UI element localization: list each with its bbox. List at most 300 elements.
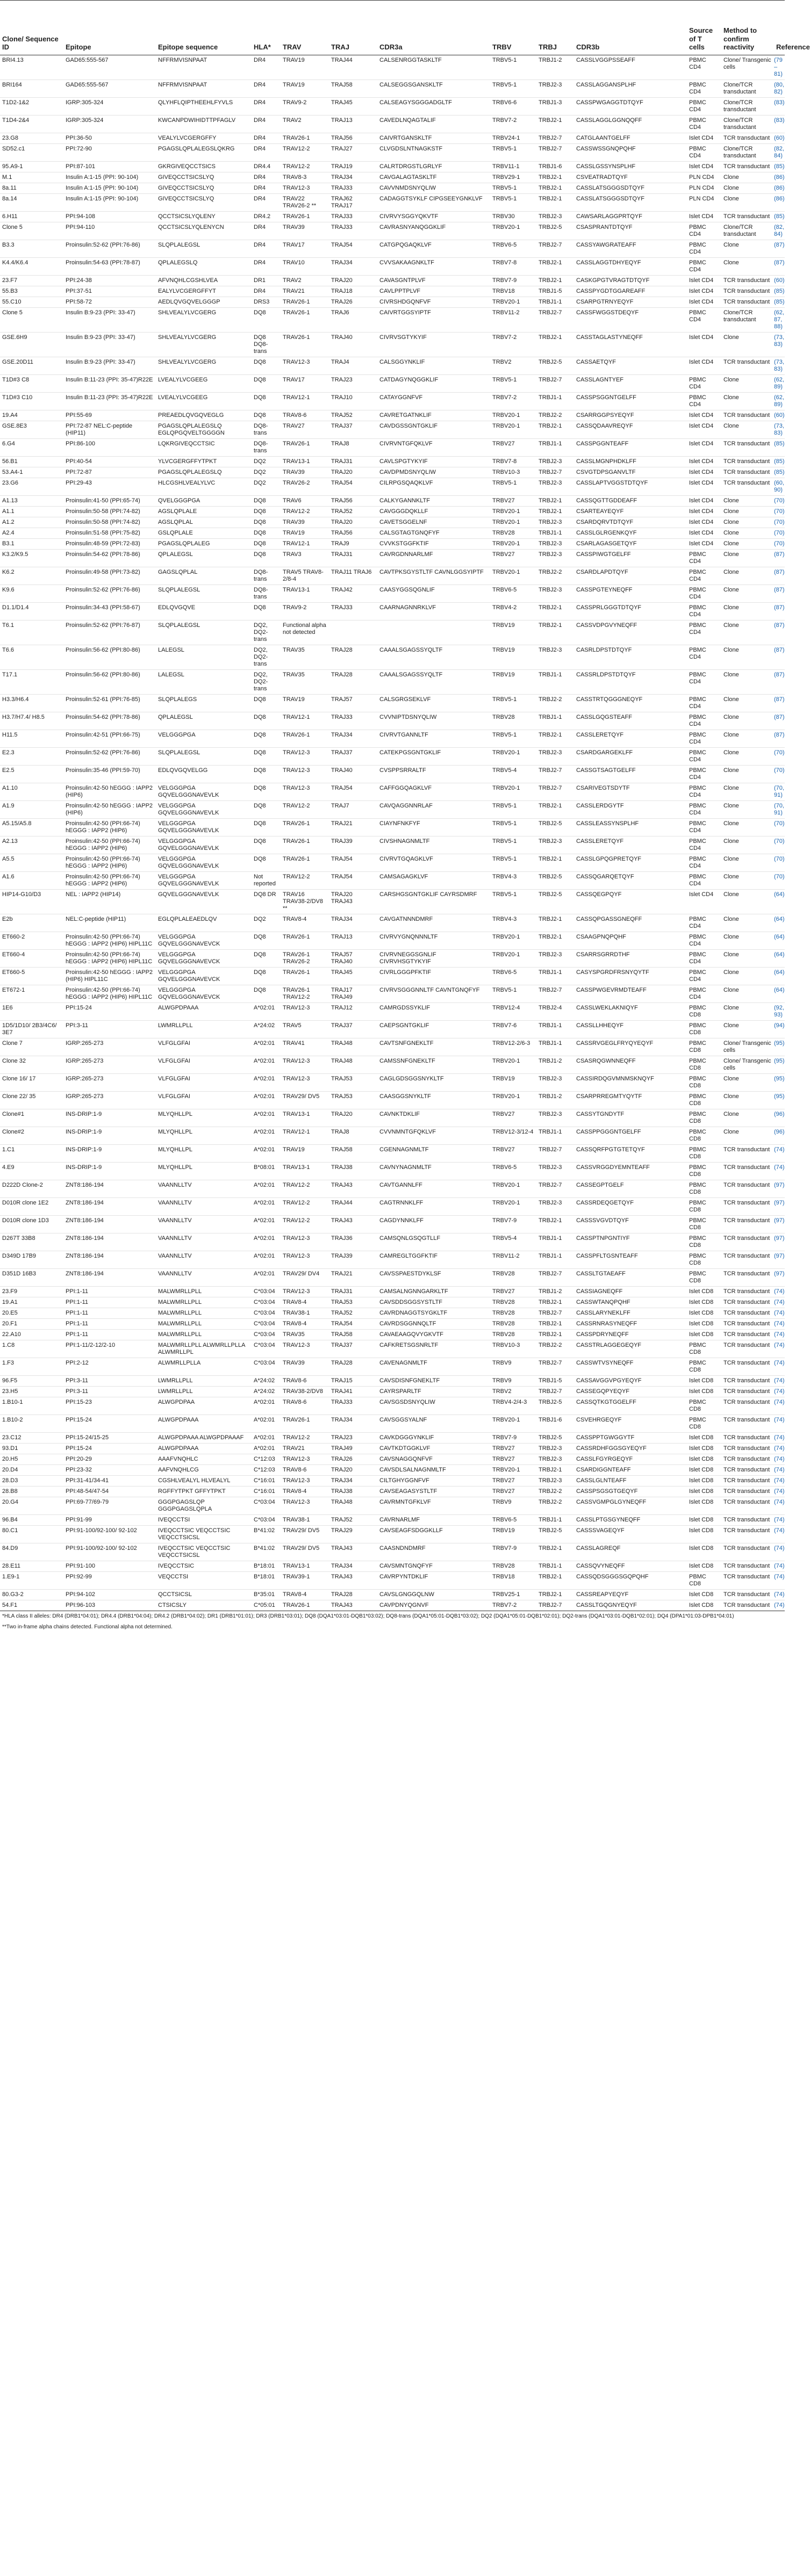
header-epitope: Epitope bbox=[63, 1, 156, 55]
cell-reference[interactable]: (74) bbox=[774, 1163, 785, 1180]
cell-reference[interactable]: (95) bbox=[774, 1056, 785, 1074]
cell-reference[interactable]: (70) bbox=[774, 507, 785, 517]
cell-epitope-sequence: QLYHFLQIPTHEEHLFYVLS bbox=[156, 98, 252, 116]
cell-reference[interactable]: (87) bbox=[774, 603, 785, 620]
cell-trbj: TRBJ2-1 bbox=[536, 258, 574, 276]
cell-reference[interactable]: (74) bbox=[774, 1145, 785, 1163]
cell-source: PBMC CD4 bbox=[687, 968, 721, 985]
cell-reference[interactable]: (74) bbox=[774, 1319, 785, 1330]
cell-reference[interactable]: (64) bbox=[774, 914, 785, 932]
cell-source: Islet CD8 bbox=[687, 1515, 721, 1526]
cell-reference[interactable]: (97) bbox=[774, 1216, 785, 1233]
cell-epitope: Proinsulin:42-50 (PPI:66-74) hEGGG : IAPP2 (HIP6) bbox=[63, 854, 156, 872]
cell-trbv: TRBV6-6 bbox=[490, 98, 536, 116]
cell-trav: TRAV12-3 bbox=[281, 748, 329, 766]
cell-traj: TRAJ54 bbox=[329, 783, 377, 801]
cell-source: PBMC CD4 bbox=[687, 932, 721, 950]
cell-reference[interactable]: (70) bbox=[774, 517, 785, 528]
cell-reference[interactable]: (62, 87, 88) bbox=[774, 308, 785, 333]
cell-trbv: TRBV10-3 bbox=[490, 1340, 536, 1358]
cell-clone-id: 19.A4 bbox=[0, 410, 63, 421]
cell-source: Islet CD4 bbox=[687, 421, 721, 439]
cell-trbv: TRBV7-9 bbox=[490, 1433, 536, 1444]
cell-trav: TRAV12-2 bbox=[281, 1216, 329, 1233]
cell-hla: A*02:01 bbox=[252, 1056, 281, 1074]
cell-reference[interactable]: (97) bbox=[774, 1251, 785, 1269]
cell-epitope: ZNT8:186-194 bbox=[63, 1180, 156, 1198]
cell-reference[interactable]: (85) bbox=[774, 467, 785, 478]
cell-traj: TRAJ54 bbox=[329, 854, 377, 872]
cell-reference[interactable]: (70) bbox=[774, 748, 785, 766]
cell-trbj: TRBJ1-2 bbox=[536, 1287, 574, 1297]
cell-clone-id: 80.G3-2 bbox=[0, 1590, 63, 1600]
cell-reference[interactable]: (85) bbox=[774, 457, 785, 467]
cell-cdr3a: CAVRDSGGNNQLTF bbox=[377, 1319, 490, 1330]
cell-reference[interactable]: (87) bbox=[774, 695, 785, 712]
cell-reference[interactable]: (70) bbox=[774, 854, 785, 872]
cell-source: Islet CD4 bbox=[687, 467, 721, 478]
cell-method: Clone bbox=[721, 890, 774, 914]
cell-reference[interactable]: (60, 90) bbox=[774, 478, 785, 496]
cell-reference[interactable]: (85) bbox=[774, 286, 785, 297]
cell-reference[interactable]: (74) bbox=[774, 1454, 785, 1465]
cell-trbv: TRBV7-9 bbox=[490, 276, 536, 286]
cell-hla: C*03:04 bbox=[252, 1319, 281, 1330]
cell-reference[interactable]: (74) bbox=[774, 1476, 785, 1487]
cell-epitope: PPI:24-38 bbox=[63, 276, 156, 286]
cell-trbv: TRBV12-2/6-3 bbox=[490, 1038, 536, 1056]
cell-trbv: TRBV6-5 bbox=[490, 585, 536, 603]
cell-trbj: TRBJ1-1 bbox=[536, 393, 574, 410]
cell-reference[interactable]: (70) bbox=[774, 528, 785, 539]
cell-trbj: TRBJ2-7 bbox=[536, 985, 574, 1003]
cell-traj: TRAJ34 bbox=[329, 730, 377, 748]
cell-trbj: TRBJ2-3 bbox=[536, 539, 574, 550]
cell-reference[interactable]: (70) bbox=[774, 539, 785, 550]
cell-reference[interactable]: (97) bbox=[774, 1180, 785, 1198]
table-row bbox=[0, 620, 785, 645]
cell-reference[interactable]: (74) bbox=[774, 1397, 785, 1415]
cell-reference[interactable]: (70) bbox=[774, 819, 785, 836]
cell-hla: DR4 bbox=[252, 222, 281, 240]
cell-reference[interactable]: (80, 82) bbox=[774, 80, 785, 98]
cell-hla: A*24:02 bbox=[252, 1387, 281, 1397]
cell-reference[interactable]: (86) bbox=[774, 172, 785, 183]
cell-traj: TRAJ33 bbox=[329, 603, 377, 620]
cell-reference[interactable]: (64) bbox=[774, 950, 785, 968]
cell-hla: B*18:01 bbox=[252, 1561, 281, 1572]
cell-source: PBMC CD4 bbox=[687, 144, 721, 162]
cell-reference[interactable]: (74) bbox=[774, 1497, 785, 1515]
cell-cdr3a: CAVNYNAGNMLTF bbox=[377, 1163, 490, 1180]
table-row bbox=[0, 357, 785, 375]
cell-trbv: TRBV27 bbox=[490, 1287, 536, 1297]
header-cdr3a: CDR3a bbox=[377, 1, 490, 55]
cell-reference[interactable]: (85) bbox=[774, 439, 785, 457]
cell-reference[interactable]: (74) bbox=[774, 1297, 785, 1308]
table-row bbox=[0, 308, 785, 333]
cell-epitope: Proinsulin:51-58 (PPI:75-82) bbox=[63, 528, 156, 539]
cell-traj: TRAJ37 bbox=[329, 1340, 377, 1358]
cell-reference[interactable]: (97) bbox=[774, 1198, 785, 1216]
cell-traj: TRAJ29 bbox=[329, 1526, 377, 1543]
cell-cdr3a: CIVRVNEGGSGNLIF CIVRVHSGTYKYIF bbox=[377, 950, 490, 968]
cell-trav: TRAV38-2/DV8 bbox=[281, 1387, 329, 1397]
cell-hla: DR4 bbox=[252, 194, 281, 212]
cell-method: TCR transductant bbox=[721, 1465, 774, 1476]
cell-trbv: TRBV11-2 bbox=[490, 308, 536, 333]
cell-reference[interactable]: (79–81) bbox=[774, 55, 785, 80]
cell-clone-id: Clone 5 bbox=[0, 308, 63, 333]
cell-clone-id: 1.B10-1 bbox=[0, 1397, 63, 1415]
cell-reference[interactable]: (74) bbox=[774, 1561, 785, 1572]
cell-epitope: PPI:91-100/92-100/ 92-102 bbox=[63, 1543, 156, 1561]
cell-reference[interactable]: (82, 84) bbox=[774, 222, 785, 240]
cell-method: Clone bbox=[721, 567, 774, 585]
footnote-hla: *HLA class II alleles: DR4 (DRB1*04:01); DR4.4 (DRB1*04:04); DR4.2 (DRB1*04:02); DR1 (DRB1*01:01); DR3 (DRB1*03:01); DQ8 (DQA1*03:01-DQB1*03:02); DQ8-trans (DQA1*05:01-DQB1*03:02); DQ2 (DQA1*05:01-DQB1*02:01); DQ2-trans (DQA1*03:01-DQB1*02:01); DQ4 (DPA1*01:03-DPB1*04:01) bbox=[2, 1613, 734, 1619]
cell-reference[interactable]: (60) bbox=[774, 276, 785, 286]
cell-reference[interactable]: (74) bbox=[774, 1515, 785, 1526]
table-row bbox=[0, 1415, 785, 1433]
cell-reference[interactable]: (74) bbox=[774, 1308, 785, 1319]
cell-reference[interactable]: (74) bbox=[774, 1340, 785, 1358]
cell-clone-id: 20.H5 bbox=[0, 1454, 63, 1465]
cell-reference[interactable]: (74) bbox=[774, 1358, 785, 1376]
cell-method: Clone bbox=[721, 194, 774, 212]
cell-reference[interactable]: (87) bbox=[774, 258, 785, 276]
cell-clone-id: A1.2 bbox=[0, 517, 63, 528]
cell-epitope: Proinsulin:49-58 (PPI:73-82) bbox=[63, 567, 156, 585]
table-row bbox=[0, 1319, 785, 1330]
table-row bbox=[0, 819, 785, 836]
cell-trav: TRAV29/ DV4 bbox=[281, 1269, 329, 1287]
table-row bbox=[0, 98, 785, 116]
cell-epitope: PPI:3-11 bbox=[63, 1021, 156, 1038]
cell-cdr3a: CATDAGYNQGGKLIF bbox=[377, 375, 490, 393]
cell-clone-id: 6.H11 bbox=[0, 212, 63, 222]
cell-reference[interactable]: (87) bbox=[774, 567, 785, 585]
cell-reference[interactable]: (87) bbox=[774, 670, 785, 695]
cell-reference[interactable]: (70) bbox=[774, 872, 785, 890]
cell-epitope-sequence: SLQPLALEGSL bbox=[156, 585, 252, 603]
cell-source: PBMC CD4 bbox=[687, 258, 721, 276]
cell-trbv: TRBV28 bbox=[490, 1561, 536, 1572]
cell-hla: DQ8 bbox=[252, 836, 281, 854]
cell-trbj: TRBJ1-5 bbox=[536, 1376, 574, 1387]
cell-reference[interactable]: (85) bbox=[774, 162, 785, 172]
cell-epitope: PPI:15-24 bbox=[63, 1415, 156, 1433]
table-row bbox=[0, 1444, 785, 1454]
cell-cdr3a: CIAYNFNKFYF bbox=[377, 819, 490, 836]
cell-cdr3a: CALSGRGSEKLVF bbox=[377, 695, 490, 712]
cell-trbj: TRBJ2-3 bbox=[536, 836, 574, 854]
cell-method: Clone/TCR transductant bbox=[721, 80, 774, 98]
cell-hla: DQ8-trans bbox=[252, 421, 281, 439]
cell-trbj: TRBJ1-1 bbox=[536, 439, 574, 457]
cell-traj: TRAJ43 bbox=[329, 1216, 377, 1233]
cell-traj: TRAJ62 TRAJ17 bbox=[329, 194, 377, 212]
cell-reference[interactable]: (95) bbox=[774, 1074, 785, 1092]
cell-reference[interactable]: (87) bbox=[774, 730, 785, 748]
cell-reference[interactable]: (74) bbox=[774, 1487, 785, 1497]
cell-reference[interactable]: (86) bbox=[774, 194, 785, 212]
cell-cdr3b: CASSVDPGVYNEQFF bbox=[574, 620, 687, 645]
cell-trbj: TRBJ2-3 bbox=[536, 478, 574, 496]
cell-traj: TRAJ20 bbox=[329, 517, 377, 528]
cell-clone-id: E2b bbox=[0, 914, 63, 932]
cell-epitope-sequence: VELGGGPGA GQVELGGGNAVEVLK bbox=[156, 854, 252, 872]
cell-epitope: PPI:37-51 bbox=[63, 286, 156, 297]
cell-method: TCR transductant bbox=[721, 1145, 774, 1163]
cell-reference[interactable]: (64) bbox=[774, 985, 785, 1003]
cell-trbv: TRBV4-2/4-3 bbox=[490, 1397, 536, 1415]
cell-trbv: TRBV7-8 bbox=[490, 457, 536, 467]
table-row bbox=[0, 457, 785, 467]
cell-reference[interactable]: (62, 89) bbox=[774, 393, 785, 410]
cell-reference[interactable]: (97) bbox=[774, 1269, 785, 1287]
cell-trbj: TRBJ2-7 bbox=[536, 1180, 574, 1198]
cell-clone-id: A1.13 bbox=[0, 496, 63, 507]
cell-source: PBMC CD4 bbox=[687, 550, 721, 567]
cell-epitope: Proinsulin:42-50 (PPI:66-74) hEGGG : IAPP2 (HIP6) bbox=[63, 872, 156, 890]
cell-source: Islet CD4 bbox=[687, 276, 721, 286]
cell-hla: C*03:04 bbox=[252, 1358, 281, 1376]
cell-reference[interactable]: (95) bbox=[774, 1092, 785, 1109]
cell-reference[interactable]: (74) bbox=[774, 1543, 785, 1561]
cell-reference[interactable]: (83) bbox=[774, 116, 785, 133]
cell-reference[interactable]: (87) bbox=[774, 712, 785, 730]
cell-trbv: TRBV11-1 bbox=[490, 162, 536, 172]
cell-epitope: Proinsulin:41-50 (PPI:65-74) bbox=[63, 496, 156, 507]
cell-epitope-sequence: VAANNLLTV bbox=[156, 1198, 252, 1216]
table-row bbox=[0, 836, 785, 854]
cell-trbv: TRBV5-1 bbox=[490, 183, 536, 194]
cell-source: PBMC CD8 bbox=[687, 1340, 721, 1358]
table-row bbox=[0, 1454, 785, 1465]
table-row bbox=[0, 1287, 785, 1297]
cell-trbj: TRBJ2-2 bbox=[536, 410, 574, 421]
cell-reference[interactable]: (74) bbox=[774, 1526, 785, 1543]
cell-cdr3a: CAAALSGAGSSYQLTF bbox=[377, 670, 490, 695]
cell-hla: DQ8 bbox=[252, 393, 281, 410]
cell-epitope: Proinsulin:42-50 (PPI:66-74) hEGGG : IAPP2 (HIP6) bbox=[63, 819, 156, 836]
cell-epitope-sequence: VELGGGPGA GQVELGGGNAVEVLK bbox=[156, 872, 252, 890]
cell-source: Islet CD4 bbox=[687, 286, 721, 297]
cell-epitope: Proinsulin:50-58 (PPI:74-82) bbox=[63, 517, 156, 528]
table-row bbox=[0, 645, 785, 670]
cell-epitope: Proinsulin:50-58 (PPI:74-82) bbox=[63, 507, 156, 517]
cell-cdr3b: CSARTEAYEQYF bbox=[574, 507, 687, 517]
cell-trbj: TRBJ2-1 bbox=[536, 183, 574, 194]
cell-reference[interactable]: (87) bbox=[774, 240, 785, 258]
cell-cdr3a: CAFKRETSGSNRLTF bbox=[377, 1340, 490, 1358]
cell-reference[interactable]: (70, 91) bbox=[774, 801, 785, 819]
cell-epitope-sequence: AAAFVNQHLC bbox=[156, 1454, 252, 1465]
cell-trav: TRAV38-1 bbox=[281, 1515, 329, 1526]
cell-clone-id: H3.3/H6.4 bbox=[0, 695, 63, 712]
cell-reference[interactable]: (86) bbox=[774, 183, 785, 194]
cell-cdr3a: CAVRNARLMF bbox=[377, 1515, 490, 1526]
cell-trbj: TRBJ1-1 bbox=[536, 1021, 574, 1038]
cell-clone-id: 20.D4 bbox=[0, 1465, 63, 1476]
cell-trbv: TRBV5-1 bbox=[490, 55, 536, 80]
cell-hla: C*12:03 bbox=[252, 1465, 281, 1476]
cell-trbj: TRBJ2-1 bbox=[536, 1330, 574, 1340]
cell-reference[interactable]: (74) bbox=[774, 1600, 785, 1611]
cell-reference[interactable]: (87) bbox=[774, 585, 785, 603]
cell-trav: TRAV19 bbox=[281, 1145, 329, 1163]
cell-hla: DQ8 bbox=[252, 730, 281, 748]
cell-reference[interactable]: (70) bbox=[774, 766, 785, 783]
cell-traj: TRAJ33 bbox=[329, 712, 377, 730]
cell-epitope: Proinsulin:52-62 (PPI:76-86) bbox=[63, 585, 156, 603]
cell-epitope: PPI:2-12 bbox=[63, 1358, 156, 1376]
cell-trbv: TRBV2 bbox=[490, 1387, 536, 1397]
cell-hla: DR4 bbox=[252, 172, 281, 183]
cell-reference[interactable]: (73, 83) bbox=[774, 421, 785, 439]
cell-reference[interactable]: (64) bbox=[774, 932, 785, 950]
cell-trbj: TRBJ2-7 bbox=[536, 467, 574, 478]
cell-epitope: PPI:15-24 bbox=[63, 1444, 156, 1454]
cell-source: PBMC CD4 bbox=[687, 567, 721, 585]
table-row bbox=[0, 258, 785, 276]
cell-reference[interactable]: (83) bbox=[774, 98, 785, 116]
cell-reference[interactable]: (87) bbox=[774, 620, 785, 645]
cell-reference[interactable]: (70, 91) bbox=[774, 783, 785, 801]
cell-clone-id: 1.F3 bbox=[0, 1358, 63, 1376]
cell-epitope: NEL : IAPP2 (HIP14) bbox=[63, 890, 156, 914]
cell-traj: TRAJ9 bbox=[329, 539, 377, 550]
cell-epitope-sequence: MALWMRLLPLL bbox=[156, 1287, 252, 1297]
cell-reference[interactable]: (85) bbox=[774, 297, 785, 308]
cell-cdr3b: CASSLERETQYF bbox=[574, 730, 687, 748]
cell-cdr3a: CAVRASNYANQGGKLIF bbox=[377, 222, 490, 240]
cell-reference[interactable]: (60) bbox=[774, 133, 785, 144]
cell-reference[interactable]: (74) bbox=[774, 1433, 785, 1444]
cell-reference[interactable]: (97) bbox=[774, 1233, 785, 1251]
cell-clone-id: 93.D1 bbox=[0, 1444, 63, 1454]
cell-cdr3a: CAASGGSNYKLTF bbox=[377, 1092, 490, 1109]
cell-trav: TRAV26-1 bbox=[281, 212, 329, 222]
table-row bbox=[0, 801, 785, 819]
cell-clone-id: A5.15/A5.8 bbox=[0, 819, 63, 836]
cell-reference[interactable]: (73, 83) bbox=[774, 357, 785, 375]
cell-cdr3a: CAGTRNNKLFF bbox=[377, 1198, 490, 1216]
cell-trbj: TRBJ2-3 bbox=[536, 1109, 574, 1127]
cell-cdr3b: CASSTAGLASTYNEQFF bbox=[574, 333, 687, 357]
cell-trav: TRAV26-1 bbox=[281, 333, 329, 357]
cell-reference[interactable]: (70) bbox=[774, 836, 785, 854]
cell-epitope-sequence: CGSHLVEALYL HLVEALYL bbox=[156, 1476, 252, 1487]
cell-reference[interactable]: (62, 89) bbox=[774, 375, 785, 393]
cell-trav: TRAV21 bbox=[281, 1444, 329, 1454]
cell-reference[interactable]: (94) bbox=[774, 1021, 785, 1038]
cell-epitope: PPI:96-103 bbox=[63, 1600, 156, 1611]
cell-reference[interactable]: (70) bbox=[774, 496, 785, 507]
cell-trbv: TRBV20-1 bbox=[490, 517, 536, 528]
cell-reference[interactable]: (74) bbox=[774, 1590, 785, 1600]
cell-hla: DQ8 bbox=[252, 539, 281, 550]
cell-method: TCR transductant bbox=[721, 1497, 774, 1515]
cell-reference[interactable]: (82, 84) bbox=[774, 144, 785, 162]
cell-reference[interactable]: (74) bbox=[774, 1572, 785, 1590]
cell-trav: TRAV8-4 bbox=[281, 1590, 329, 1600]
cell-reference[interactable]: (64) bbox=[774, 968, 785, 985]
cell-cdr3b: CASSLLHHEQYF bbox=[574, 1021, 687, 1038]
cell-clone-id: 19.A1 bbox=[0, 1297, 63, 1308]
cell-reference[interactable]: (87) bbox=[774, 645, 785, 670]
cell-source: Islet CD4 bbox=[687, 297, 721, 308]
cell-clone-id: 55.B3 bbox=[0, 286, 63, 297]
table-row bbox=[0, 950, 785, 968]
cell-trbv: TRBV27 bbox=[490, 1487, 536, 1497]
cell-cdr3a: CAVSGGSYALNF bbox=[377, 1415, 490, 1433]
cell-reference[interactable]: (74) bbox=[774, 1287, 785, 1297]
cell-cdr3a: CVSPPSRRALTF bbox=[377, 766, 490, 783]
cell-hla: DQ8 bbox=[252, 507, 281, 517]
cell-traj: TRAJ58 bbox=[329, 80, 377, 98]
cell-trav: TRAV5 TRAV8-2/8-4 bbox=[281, 567, 329, 585]
cell-clone-id: T6.6 bbox=[0, 645, 63, 670]
cell-cdr3b: CSVEHRGEQYF bbox=[574, 1415, 687, 1433]
cell-reference[interactable]: (74) bbox=[774, 1387, 785, 1397]
cell-traj: TRAJ49 bbox=[329, 1444, 377, 1454]
cell-trbj: TRBJ2-3 bbox=[536, 748, 574, 766]
cell-epitope-sequence: VELGGGPGA GQVELGGGNAVEVLK bbox=[156, 801, 252, 819]
cell-reference[interactable]: (73, 83) bbox=[774, 333, 785, 357]
cell-reference[interactable]: (74) bbox=[774, 1376, 785, 1387]
cell-reference[interactable]: (96) bbox=[774, 1127, 785, 1145]
cell-reference[interactable]: (74) bbox=[774, 1465, 785, 1476]
cell-reference[interactable]: (87) bbox=[774, 550, 785, 567]
cell-cdr3a: CAASNDNDMRF bbox=[377, 1543, 490, 1561]
cell-trav: TRAV12-3 bbox=[281, 1340, 329, 1358]
cell-reference[interactable]: (74) bbox=[774, 1415, 785, 1433]
cell-reference[interactable]: (95) bbox=[774, 1038, 785, 1056]
cell-cdr3a: CAGDYNNKLFF bbox=[377, 1216, 490, 1233]
cell-method: TCR transductant bbox=[721, 212, 774, 222]
cell-source: PBMC CD8 bbox=[687, 1145, 721, 1163]
cell-reference[interactable]: (74) bbox=[774, 1330, 785, 1340]
cell-reference[interactable]: (85) bbox=[774, 212, 785, 222]
cell-traj: TRAJ56 bbox=[329, 133, 377, 144]
cell-method: Clone/TCR transductant bbox=[721, 98, 774, 116]
cell-clone-id: 20.G4 bbox=[0, 1497, 63, 1515]
cell-cdr3b: CASSPIWGTGELFF bbox=[574, 550, 687, 567]
cell-trav: TRAV3 bbox=[281, 550, 329, 567]
cell-reference[interactable]: (74) bbox=[774, 1444, 785, 1454]
cell-method: Clone bbox=[721, 528, 774, 539]
table-row bbox=[0, 1216, 785, 1233]
cell-clone-id: Clone#1 bbox=[0, 1109, 63, 1127]
cell-method: TCR transductant bbox=[721, 1163, 774, 1180]
cell-cdr3a: CAVSEAGFSDGGKLLF bbox=[377, 1526, 490, 1543]
cell-cdr3b: CSARDIGGNTEAFF bbox=[574, 1465, 687, 1476]
cell-traj: TRAJ53 bbox=[329, 1092, 377, 1109]
table-row bbox=[0, 1433, 785, 1444]
cell-method: Clone bbox=[721, 172, 774, 183]
cell-trav: TRAV12-3 bbox=[281, 1497, 329, 1515]
cell-source: PBMC CD4 bbox=[687, 620, 721, 645]
cell-traj: TRAJ34 bbox=[329, 1561, 377, 1572]
cell-reference[interactable]: (60) bbox=[774, 410, 785, 421]
cell-reference[interactable]: (92, 93) bbox=[774, 1003, 785, 1021]
cell-reference[interactable]: (96) bbox=[774, 1109, 785, 1127]
header-reference: Reference bbox=[774, 1, 785, 55]
cell-method: Clone bbox=[721, 550, 774, 567]
cell-trav: TRAV19 bbox=[281, 55, 329, 80]
cell-reference[interactable]: (64) bbox=[774, 890, 785, 914]
